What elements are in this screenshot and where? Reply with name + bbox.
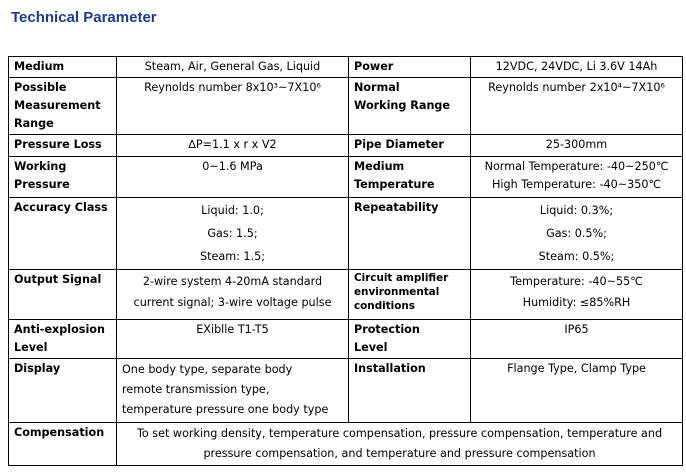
value-line: temperature pressure one body type <box>122 403 329 416</box>
table-row <box>9 359 683 423</box>
label-line: Medium <box>354 160 405 173</box>
value-line: Humidity: ≤85%RH <box>522 296 631 309</box>
row-label <box>349 78 471 135</box>
label-line: Level <box>354 341 388 354</box>
row-value <box>471 198 683 270</box>
row-label: Installation <box>349 359 471 423</box>
row-value: IP65 <box>471 320 683 359</box>
row-value <box>117 198 349 270</box>
label-line: Working <box>14 160 67 173</box>
table-row <box>9 270 683 320</box>
table-row <box>9 320 683 359</box>
row-value: Flange Type, Clamp Type <box>471 359 683 423</box>
row-label: Display <box>9 359 117 423</box>
row-label: Repeatability <box>349 198 471 270</box>
row-label <box>9 78 117 135</box>
table-row <box>9 78 683 135</box>
technical-parameter-table <box>8 56 683 466</box>
label-line: Pressure <box>14 178 70 191</box>
value-line: Steam: 0.5%; <box>538 250 615 263</box>
table-row <box>9 135 683 157</box>
row-label: Compensation <box>9 423 117 466</box>
row-value <box>117 423 683 466</box>
value-line: Gas: 1.5; <box>207 227 258 240</box>
table-row <box>9 198 683 270</box>
label-line: Working Range <box>354 99 451 112</box>
value-line: Normal Temperature: -40~250℃ <box>484 160 669 173</box>
row-label: Output Signal <box>9 270 117 320</box>
value-line: One body type, separate body <box>122 363 293 376</box>
label-line: Level <box>14 341 48 354</box>
row-label <box>9 320 117 359</box>
row-value: 12VDC, 24VDC, Li 3.6V 14Ah <box>471 57 683 78</box>
row-label: Pressure Loss <box>9 135 117 157</box>
label-line: Temperature <box>354 178 435 191</box>
row-value: 25-300mm <box>471 135 683 157</box>
row-value <box>117 270 349 320</box>
row-value <box>471 270 683 320</box>
label-line: Anti-explosion <box>14 323 105 336</box>
page-title: Technical Parameter <box>11 9 157 26</box>
row-label <box>349 157 471 198</box>
value-line: Liquid: 0.3%; <box>539 204 614 217</box>
label-line: Measurement <box>14 99 101 112</box>
row-label: Accuracy Class <box>9 198 117 270</box>
label-line: Possible <box>14 81 67 94</box>
value-line: Gas: 0.5%; <box>546 227 607 240</box>
row-label: Power <box>349 57 471 78</box>
row-value: Reynolds number 8x10³~7X10⁶ <box>117 78 349 135</box>
row-value: ∆P=1.1 x r x V2 <box>117 135 349 157</box>
row-value: 0~1.6 MPa <box>117 157 349 198</box>
label-line: Normal <box>354 81 400 94</box>
value-line: Steam: 1.5; <box>199 250 265 263</box>
row-label: Pipe Diameter <box>349 135 471 157</box>
row-label <box>349 320 471 359</box>
value-line: High Temperature: -40~350℃ <box>491 178 662 191</box>
row-value: Steam, Air, General Gas, Liquid <box>117 57 349 78</box>
value-line: Liquid: 1.0; <box>201 204 264 217</box>
table-row <box>9 57 683 78</box>
value-line: current signal; 3-wire voltage pulse <box>133 296 332 309</box>
row-value <box>471 157 683 198</box>
value-line: 2-wire system 4-20mA standard <box>142 275 323 288</box>
label-line: Circuit amplifier <box>354 272 449 284</box>
table-row <box>9 423 683 466</box>
value-line: To set working density, temperature compensation, pressure compensation, temperature and <box>136 427 663 440</box>
row-label <box>9 157 117 198</box>
value-line: Temperature: -40~55℃ <box>510 275 643 288</box>
value-line: remote transmission type, <box>122 383 270 396</box>
label-line: conditions <box>354 300 415 312</box>
table-row <box>9 157 683 198</box>
label-line: environmental <box>354 286 440 298</box>
row-value <box>117 359 349 423</box>
row-value: EXiblle T1-T5 <box>117 320 349 359</box>
row-value: Reynolds number 2x10⁴~7X10⁶ <box>471 78 683 135</box>
label-line: Range <box>14 117 54 130</box>
row-label: Medium <box>9 57 117 78</box>
row-label <box>349 270 471 320</box>
label-line: Protection <box>354 323 420 336</box>
value-line: pressure compensation, and temperature and pressure compensation <box>203 447 596 460</box>
